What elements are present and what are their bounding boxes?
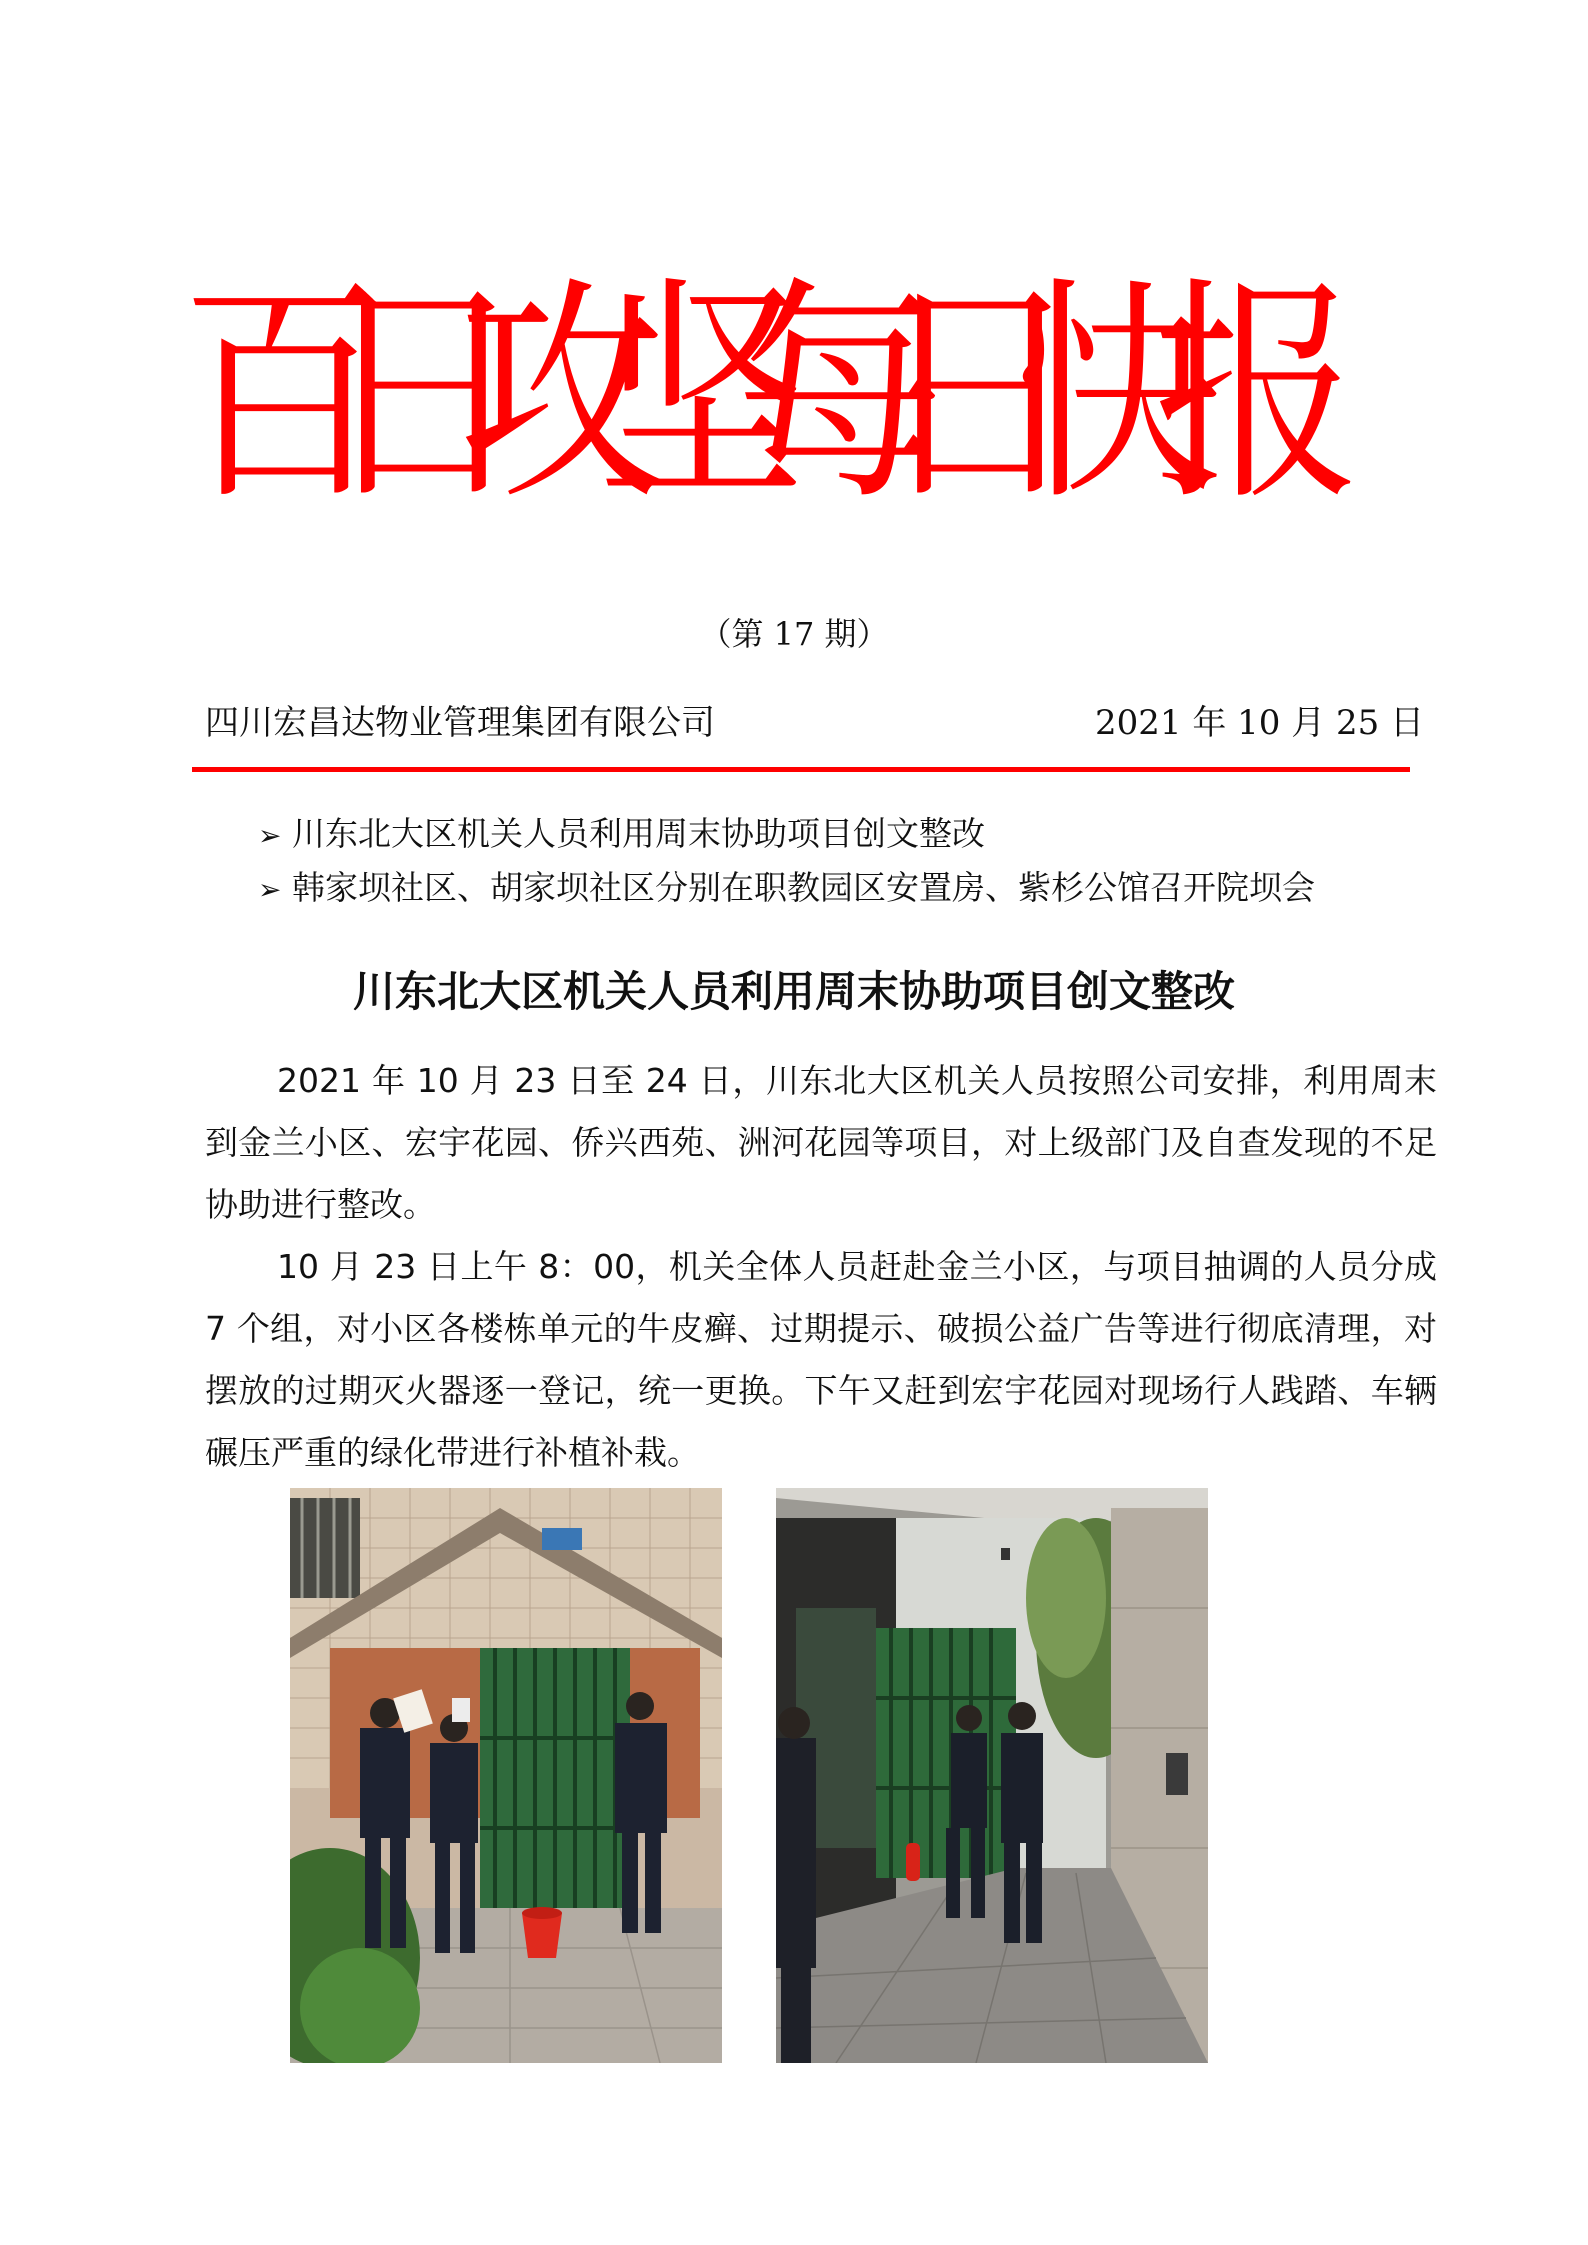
toc-item-text: 韩家坝社区、胡家坝社区分别在职教园区安置房、紫杉公馆召开院坝会 [292,868,1315,907]
issue-number: （第 17 期） [699,615,889,653]
toc-item [258,808,1458,862]
table-of-contents [258,808,1458,916]
toc-item-text: 川东北大区机关人员利用周末协助项目创文整改 [292,814,985,853]
company-name: 四川宏昌达物业管理集团有限公司 [205,703,715,743]
red-divider [192,767,1410,772]
article-headline: 川东北大区机关人员利用周末协助项目创文整改 [352,967,1235,1016]
article-paragraph: 2021 年 10 月 23 日至 24 日，川东北大区机关人员按照公司安排，利用周末到金兰小区、宏宇花园、侨兴西苑、洲河花园等项目，对上级部门及自查发现的不足协助进行整改。 [205,1061,1437,1224]
photo-cleaning-passage [776,1488,1208,2063]
arrow-bullet-icon: ➢ [258,819,282,852]
masthead-title: 百日攻坚每日快报 [180,257,1293,532]
issue-date: 2021 年 10 月 25 日 [1095,703,1425,743]
article-paragraph: 10 月 23 日上午 8：00，机关全体人员赶赴金兰小区，与项目抽调的人员分成 7 个组，对小区各楼栋单元的牛皮癣、过期提示、破损公益广告等进行彻底清理，对摆放的过期灭火器逐一登记，统一更换。下午又赶到宏宇花园对现场行人践踏、车辆碾压严重的绿化带进行补植补栽。 [205,1247,1437,1472]
arrow-bullet-icon: ➢ [258,873,282,906]
photo-cleaning-entrance [290,1488,722,2063]
toc-item [258,862,1458,916]
